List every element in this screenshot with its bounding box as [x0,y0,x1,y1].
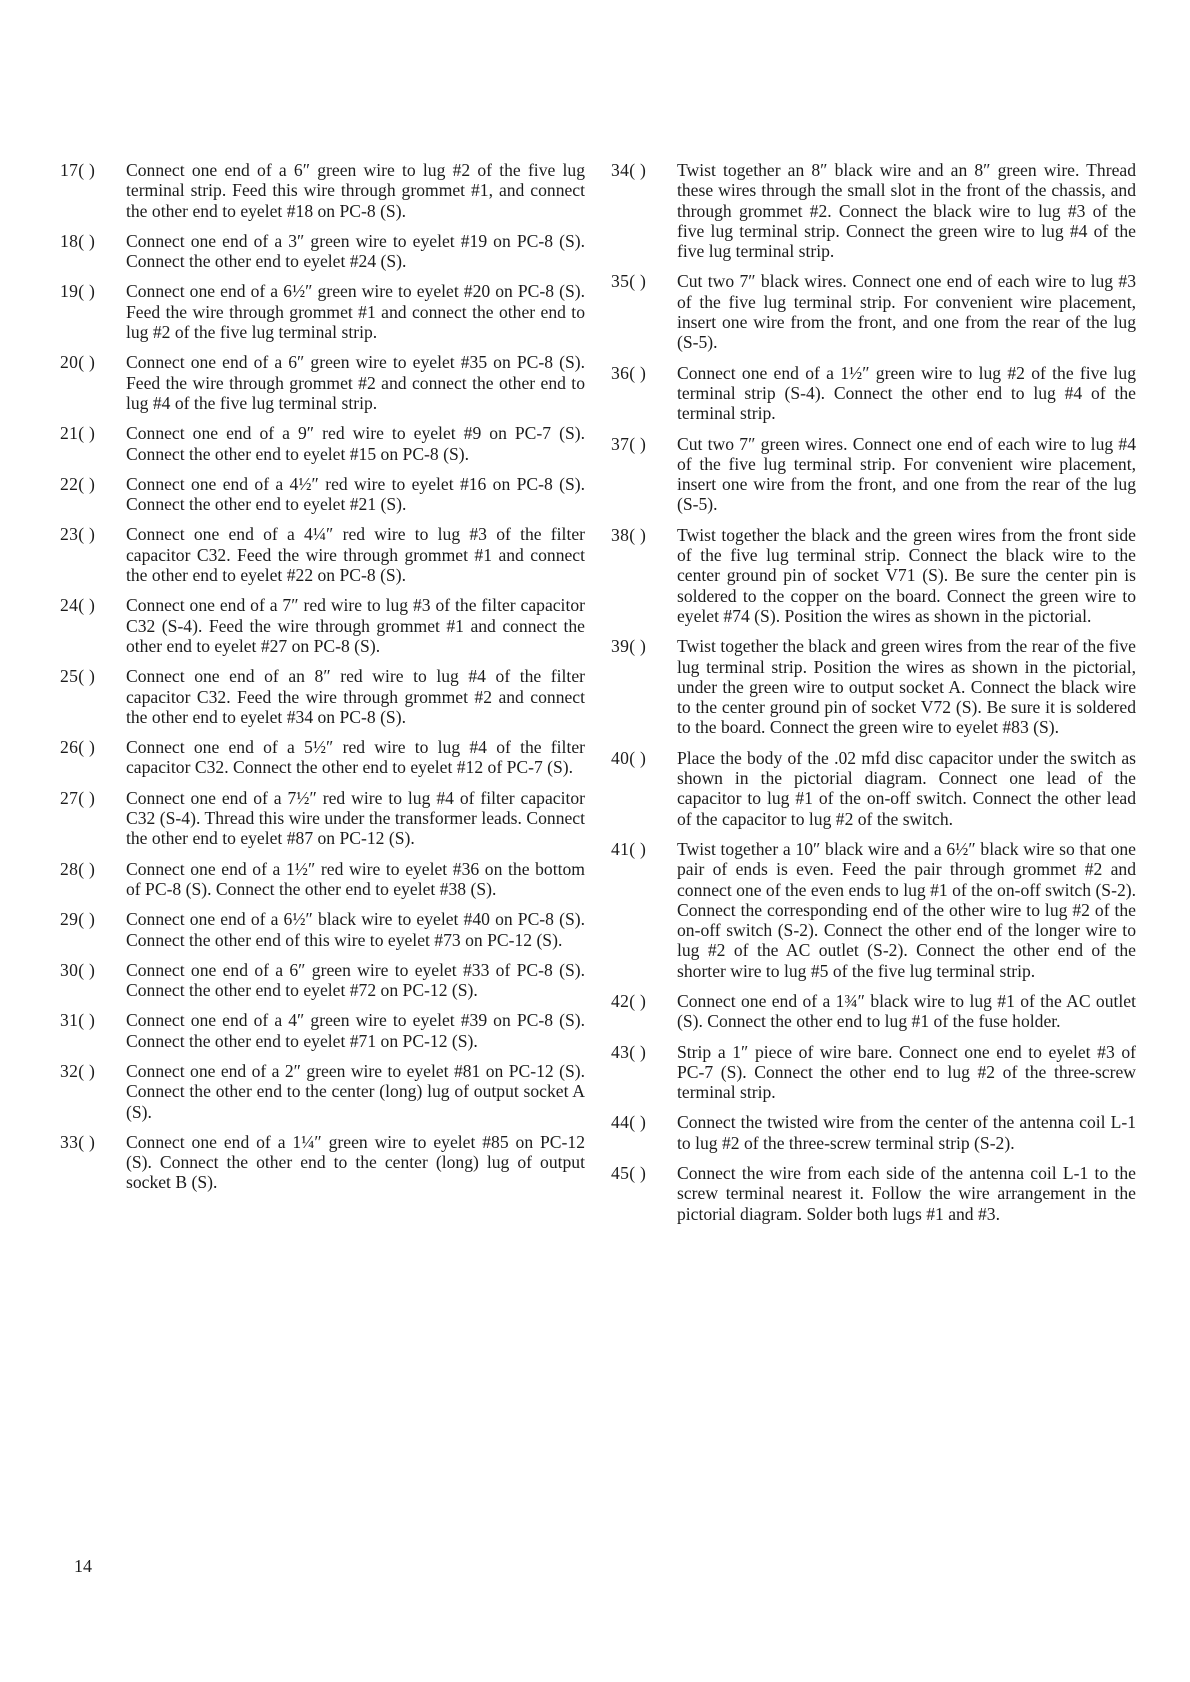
step-item [60,909,585,950]
step-text: Connect the wire from each side of the antenna coil L-1 to the screw terminal nearest it. Follow the wire arrangement in the pictorial diagram. Solder both lugs #1 and #3. [677,1163,1136,1224]
right-column [611,160,1136,1234]
step-item [60,1132,585,1193]
step-item [60,474,585,515]
step-item [611,363,1136,424]
step-number[interactable]: 37( ) [611,433,647,454]
step-text: Connect one end of a 1¼″ green wire to eyelet #85 on PC-12 (S). Connect the other end to the center (long) lug of output socket B (S). [126,1131,585,1193]
page-number: 14 [74,1556,92,1576]
step-text: Connect one end of a 7½″ red wire to lug #4 of filter capacitor C32 (S-4). Thread this wire under the transformer leads. Connect the other end to eyelet #87 on PC-12 (S). [126,787,585,849]
step-number[interactable]: 31( ) [60,1010,96,1031]
step-number[interactable]: 41( ) [611,838,647,859]
step-item [60,160,585,221]
step-text: Connect one end of a 4″ green wire to eyelet #39 on PC-8 (S). Connect the other end to eyelet #71 on PC-12 (S). [126,1010,585,1051]
step-item [60,524,585,585]
step-item [60,666,585,727]
step-item [60,859,585,900]
step-number[interactable]: 17( ) [60,160,96,180]
step-text: Connect one end of a 5½″ red wire to lug #4 of the filter capacitor C32. Connect the other end to eyelet #12 of PC-7 (S). [126,737,585,778]
step-number[interactable]: 24( ) [60,595,96,616]
step-item [60,352,585,413]
step-item [611,1112,1136,1153]
left-column [60,160,585,1203]
step-number[interactable]: 35( ) [611,271,647,292]
step-number[interactable]: 44( ) [611,1112,647,1133]
step-number[interactable]: 28( ) [60,858,96,879]
step-item [611,636,1136,737]
step-text: Strip a 1″ piece of wire bare. Connect one end to eyelet #3 of PC-7 (S). Connect the other end to lug #2 of the three-screw terminal strip. [677,1041,1136,1103]
step-text: Connect one end of a 4½″ red wire to eyelet #16 on PC-8 (S). Connect the other end to eyelet #21 (S). [126,473,585,515]
step-item [60,737,585,778]
step-number[interactable]: 34( ) [611,160,647,180]
step-text: Connect the twisted wire from the center of the antenna coil L-1 to lug #2 of the three-screw terminal strip (S-2). [677,1112,1136,1153]
step-text: Cut two 7″ green wires. Connect one end of each wire to lug #4 of the five lug terminal strip. For convenient wire placement, insert one wire from the front, and one from the rear of the lug (S-5). [677,433,1136,515]
step-number[interactable]: 40( ) [611,747,647,768]
step-item [611,1163,1136,1224]
step-number[interactable]: 38( ) [611,524,647,545]
step-text: Connect one end of a 1½″ red wire to eyelet #36 on the bottom of PC-8 (S). Connect the other end to eyelet #38 (S). [126,858,585,899]
step-item [60,960,585,1001]
step-item [60,1061,585,1122]
step-item [611,991,1136,1032]
step-number[interactable]: 43( ) [611,1041,647,1062]
step-number[interactable]: 32( ) [60,1060,96,1081]
step-number[interactable]: 36( ) [611,362,647,383]
step-text: Twist together an 8″ black wire and an 8″ green wire. Thread these wires through the small slot in the front of the chassis, and through grommet #2. Connect the black wire to lug #3 of the five lug terminal strip. Connect the green wire to lug #4 of the five lug terminal strip. [677,160,1136,262]
step-number[interactable]: 39( ) [611,636,647,657]
step-item [611,160,1136,261]
step-number[interactable]: 19( ) [60,281,96,302]
step-text: Cut two 7″ black wires. Connect one end of each wire to lug #3 of the five lug terminal strip. For convenient wire placement, insert one wire from the front, and one from the rear of the lug (S-5). [677,271,1136,353]
step-number[interactable]: 22( ) [60,473,96,494]
step-number[interactable]: 33( ) [60,1131,96,1152]
step-number[interactable]: 23( ) [60,524,96,545]
step-item [611,271,1136,352]
step-item [60,423,585,464]
step-item [60,231,585,272]
step-number[interactable]: 21( ) [60,423,96,444]
step-text: Connect one end of a 1½″ green wire to lug #2 of the five lug terminal strip (S-4). Connect the other end to lug #4 of the terminal strip. [677,362,1136,424]
step-item [60,1010,585,1051]
step-item [60,788,585,849]
step-number[interactable]: 27( ) [60,787,96,808]
step-text: Connect one end of a 6½″ green wire to eyelet #20 on PC-8 (S). Feed the wire through grommet #1 and connect the other end to lug #2 of the five lug terminal strip. [126,281,585,343]
step-text: Connect one end of a 7″ red wire to lug #3 of the filter capacitor C32 (S-4). Feed the wire through grommet #1 and connect the other end to eyelet #27 on PC-8 (S). [126,595,585,656]
step-number[interactable]: 18( ) [60,230,96,251]
step-text: Twist together a 10″ black wire and a 6½″ black wire so that one pair of ends is even. Feed the pair through grommet #2 and connect one of the even ends to lug #1 of the on-off switch (S-2). Connect the corresponding end of the other wire to lug #2 of the on-off switch (S-2). Connect the other end of the longer wire to lug #2 of the AC outlet (S-2). Connect the other end of the shorter wire to lug #5 of the five lug terminal strip. [677,838,1136,981]
step-text: Place the body of the .02 mfd disc capacitor under the switch as shown in the pictorial diagram. Connect one lead of the capacitor to lug #1 of the on-off switch. Connect the other lead of the capacitor to lug #2 of the switch. [677,747,1136,829]
step-item [60,281,585,342]
step-text: Connect one end of a 1¾″ black wire to lug #1 of the AC outlet (S). Connect the other end to lug #1 of the fuse holder. [677,990,1136,1032]
step-text: Connect one end of an 8″ red wire to lug #4 of the filter capacitor C32. Feed the wire through grommet #2 and connect the other end to eyelet #34 on PC-8 (S). [126,666,585,727]
step-number[interactable]: 30( ) [60,959,96,980]
step-text: Connect one end of a 4¼″ red wire to lug #3 of the filter capacitor C32. Feed the wire through grommet #1 and connect the other end to eyelet #22 on PC-8 (S). [126,524,585,586]
step-number[interactable]: 20( ) [60,352,96,373]
step-number[interactable]: 45( ) [611,1163,647,1184]
step-text: Connect one end of a 6″ green wire to eyelet #33 of PC-8 (S). Connect the other end to eyelet #72 on PC-12 (S). [126,959,585,1001]
step-item [611,839,1136,981]
step-number[interactable]: 25( ) [60,666,96,687]
step-item [611,748,1136,829]
step-number[interactable]: 26( ) [60,737,96,758]
step-item [611,525,1136,626]
step-text: Twist together the black and green wires from the rear of the five lug terminal strip. Position the wires as shown in the pictorial, under the green wire to output socket A. Connect the black wire to the center ground pin of socket V72 (S). Be sure it is soldered to the board. Connect the green wire to eyelet #83 (S). [677,636,1136,738]
step-item [60,595,585,656]
step-number[interactable]: 42( ) [611,990,647,1011]
step-item [611,434,1136,515]
step-text: Connect one end of a 6½″ black wire to eyelet #40 on PC-8 (S). Connect the other end of this wire to eyelet #73 on PC-12 (S). [126,909,585,950]
step-text: Twist together the black and the green wires from the front side of the five lug terminal strip. Connect the black wire to the center ground pin of socket V71 (S). Be sure the center pin is soldered to the copper on the board. Connect the green wire to eyelet #74 (S). Position the wires as shown in the pictorial. [677,524,1136,626]
step-text: Connect one end of a 6″ green wire to eyelet #35 on PC-8 (S). Feed the wire through grommet #2 and connect the other end to lug #4 of the five lug terminal strip. [126,352,585,413]
step-item [611,1042,1136,1103]
step-text: Connect one end of a 2″ green wire to eyelet #81 on PC-12 (S). Connect the other end to the center (long) lug of output socket A (S). [126,1060,585,1122]
step-number[interactable]: 29( ) [60,909,96,930]
step-text: Connect one end of a 6″ green wire to lug #2 of the five lug terminal strip. Feed this wire through grommet #1, and connect the other end to eyelet #18 on PC-8 (S). [126,160,585,221]
step-text: Connect one end of a 3″ green wire to eyelet #19 on PC-8 (S). Connect the other end to eyelet #24 (S). [126,230,585,272]
step-text: Connect one end of a 9″ red wire to eyelet #9 on PC-7 (S). Connect the other end to eyelet #15 on PC-8 (S). [126,423,585,464]
